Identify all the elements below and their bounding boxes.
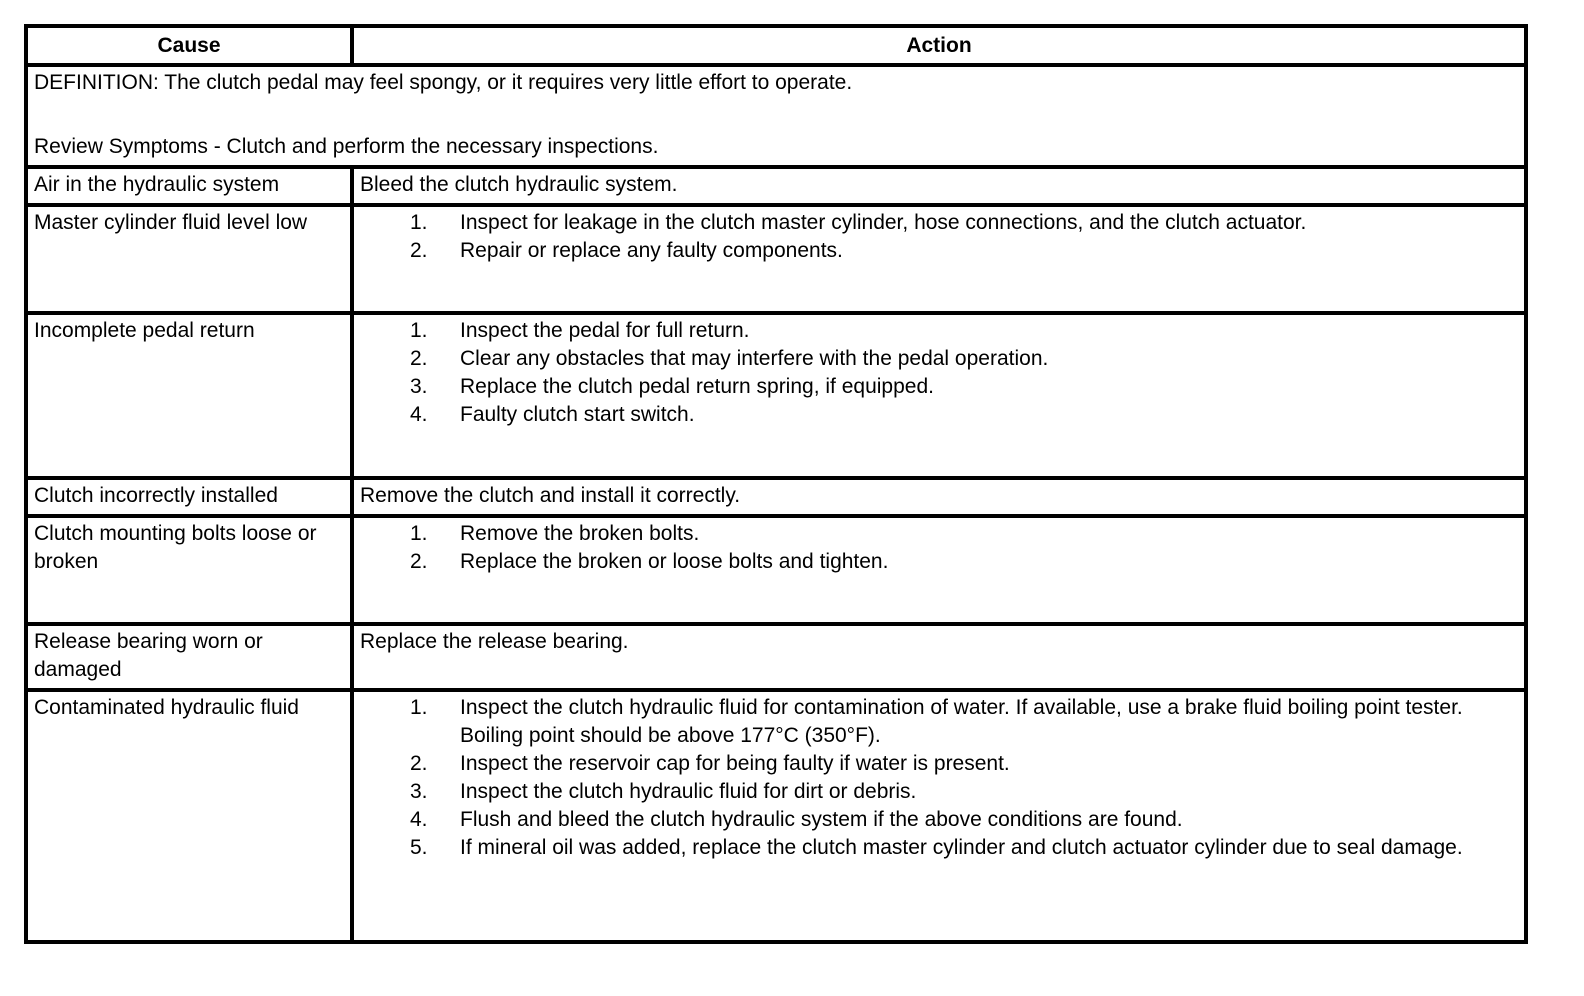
step-text: Faulty clutch start switch. — [460, 403, 695, 426]
step-text: Replace the broken or loose bolts and tighten. — [460, 550, 889, 573]
step-text: Remove the broken bolts. — [460, 522, 700, 545]
action-cell: Replace the release bearing. — [352, 624, 1526, 690]
action-steps-list — [360, 317, 1518, 429]
step-text: Flush and bleed the clutch hydraulic system if the above conditions are found. — [460, 808, 1183, 831]
table-row — [26, 624, 1526, 690]
action-steps-list — [360, 694, 1518, 862]
cause-cell: Incomplete pedal return — [26, 313, 352, 478]
step-number: 4. — [410, 403, 428, 426]
step-text: Inspect the pedal for full return. — [460, 319, 750, 342]
action-cell: Remove the clutch and install it correctly. — [352, 478, 1526, 516]
action-step — [360, 806, 1518, 834]
cause-cell: Clutch mounting bolts loose or broken — [26, 516, 352, 624]
action-steps-list — [360, 209, 1518, 265]
action-steps-list — [360, 520, 1518, 576]
cause-cell: Contaminated hydraulic fluid — [26, 690, 352, 942]
step-text: Clear any obstacles that may interfere with the pedal operation. — [460, 347, 1049, 370]
step-text: Inspect for leakage in the clutch master cylinder, hose connections, and the clutch actuator. — [460, 211, 1307, 234]
action-cell — [352, 205, 1526, 313]
step-text: If mineral oil was added, replace the clutch master cylinder and clutch actuator cylinder due to seal damage. — [460, 836, 1463, 859]
step-number: 4. — [410, 808, 428, 831]
action-step — [360, 317, 1518, 345]
action-step — [360, 834, 1518, 862]
cause-cell: Master cylinder fluid level low — [26, 205, 352, 313]
step-number: 3. — [410, 375, 428, 398]
step-number: 3. — [410, 780, 428, 803]
header-row — [26, 26, 1526, 65]
action-cell — [352, 516, 1526, 624]
action-step — [360, 750, 1518, 778]
action-step — [360, 237, 1518, 265]
table-row — [26, 516, 1526, 624]
cause-cell: Air in the hydraulic system — [26, 167, 352, 205]
action-step — [360, 401, 1518, 429]
table-row — [26, 167, 1526, 205]
step-number: 1. — [410, 319, 428, 342]
diagnostic-table — [24, 24, 1528, 944]
action-step — [360, 345, 1518, 373]
cause-cell: Release bearing worn or damaged — [26, 624, 352, 690]
step-number: 5. — [410, 836, 428, 859]
step-text: Inspect the reservoir cap for being faulty if water is present. — [460, 752, 1010, 775]
action-column-header: Action — [352, 26, 1526, 65]
action-step — [360, 778, 1518, 806]
cause-cell: Clutch incorrectly installed — [26, 478, 352, 516]
action-step — [360, 548, 1518, 576]
definition-cell — [26, 65, 1526, 167]
action-step — [360, 373, 1518, 401]
step-text: Inspect the clutch hydraulic fluid for dirt or debris. — [460, 780, 917, 803]
step-number: 1. — [410, 522, 428, 545]
table-row — [26, 205, 1526, 313]
step-number: 1. — [410, 696, 428, 719]
action-step — [360, 520, 1518, 548]
action-step — [360, 209, 1518, 237]
step-number: 2. — [410, 752, 428, 775]
cause-column-header: Cause — [26, 26, 352, 65]
action-cell: Bleed the clutch hydraulic system. — [352, 167, 1526, 205]
definition-spacer — [34, 97, 1518, 133]
action-cell — [352, 690, 1526, 942]
definition-row — [26, 65, 1526, 167]
step-number: 2. — [410, 347, 428, 370]
step-text: Repair or replace any faulty components. — [460, 239, 843, 262]
review-symptoms-text: Review Symptoms - Clutch and perform the necessary inspections. — [34, 135, 659, 158]
definition-text: DEFINITION: The clutch pedal may feel spongy, or it requires very little effort to operate. — [34, 71, 853, 94]
action-step — [360, 694, 1518, 750]
step-number: 1. — [410, 211, 428, 234]
table-row — [26, 313, 1526, 478]
step-text: Inspect the clutch hydraulic fluid for contamination of water. If available, use a brake fluid boiling point tester. Boiling point should be above 177°C (350°F). — [460, 696, 1463, 747]
table-row — [26, 690, 1526, 942]
table-row — [26, 478, 1526, 516]
step-number: 2. — [410, 550, 428, 573]
step-number: 2. — [410, 239, 428, 262]
action-cell — [352, 313, 1526, 478]
step-text: Replace the clutch pedal return spring, if equipped. — [460, 375, 934, 398]
